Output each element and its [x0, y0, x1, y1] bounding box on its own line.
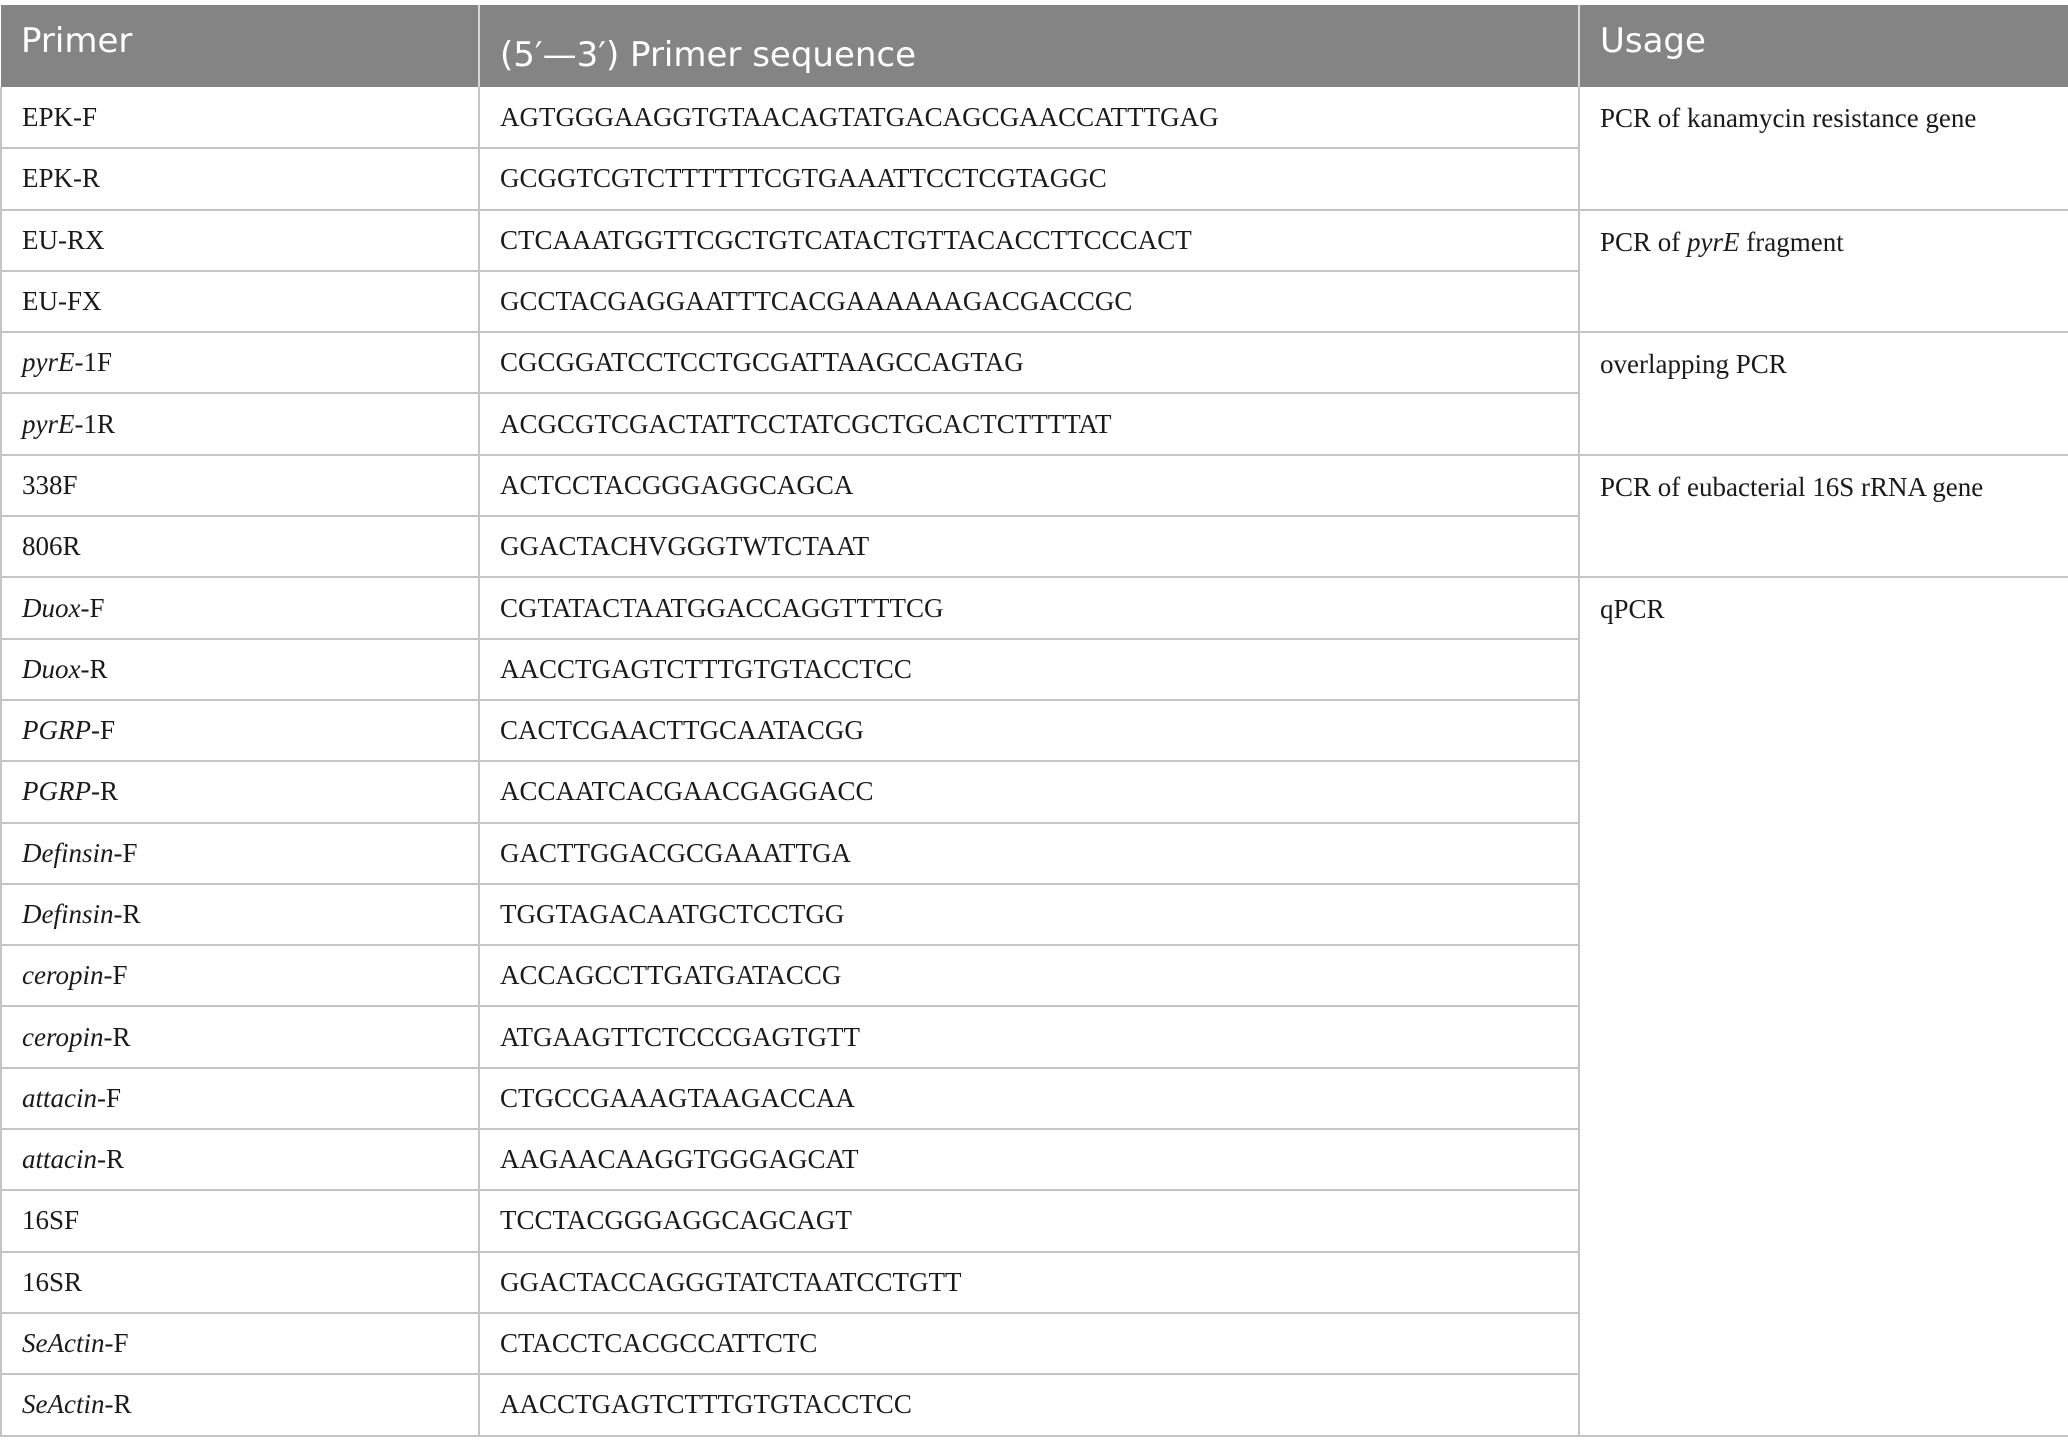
primer-sequence-cell: GCCTACGAGGAATTTCACGAAAAAAGACGACCGC: [479, 271, 1579, 332]
primer-gene-name: pyrE: [22, 408, 75, 439]
primer-sequence-cell: ATGAAGTTCTCCCGAGTGTT: [479, 1006, 1579, 1067]
primer-sequence-cell: CTGCCGAAAGTAAGACCAA: [479, 1068, 1579, 1129]
primer-name-suffix: -R: [97, 1144, 124, 1175]
header-row: [1, 5, 2068, 87]
primer-name-suffix: -F: [104, 1328, 129, 1359]
usage-cell: [1579, 332, 2068, 455]
primer-name-cell: [1, 516, 479, 577]
primer-name-suffix: EPK-F: [22, 101, 98, 132]
primer-sequence-cell: GCGGTCGTCTTTTTTCGTGAAATTCCTCGTAGGC: [479, 148, 1579, 209]
primer-name-suffix: -R: [104, 1389, 132, 1420]
primer-gene-name: Definsin: [22, 837, 114, 868]
primer-name-suffix: 338F: [22, 469, 78, 500]
primer-name-suffix: -R: [113, 899, 141, 929]
primer-gene-name: PGRP: [22, 776, 91, 807]
primer-gene-name: ceropin: [22, 1021, 104, 1052]
primer-name-suffix: -1R: [74, 408, 115, 439]
usage-text-before: overlapping PCR: [1600, 349, 1787, 380]
primer-sequence-cell: ACCAGCCTTGATGATACCG: [479, 945, 1579, 1006]
primer-gene-name: PGRP: [22, 715, 91, 746]
primer-name-suffix: 16SF: [22, 1205, 80, 1236]
primer-name-cell: [1, 393, 479, 454]
usage-cell: [1579, 87, 2068, 210]
primer-sequence-cell: CGTATACTAATGGACCAGGTTTTCG: [479, 577, 1579, 638]
primer-name-cell: [1, 455, 479, 516]
primer-name-cell: [1, 1129, 479, 1190]
primer-name-suffix: -1F: [74, 347, 112, 378]
primer-gene-name: Duox: [22, 592, 81, 623]
table-row: [1, 332, 2068, 393]
table-row: [1, 210, 2068, 271]
table-row: [1, 577, 2068, 638]
primer-sequence-cell: TCCTACGGGAGGCAGCAGT: [479, 1190, 1579, 1251]
primer-name-suffix: -F: [97, 1082, 122, 1113]
primer-name-suffix: -F: [113, 837, 138, 868]
primer-name-suffix: EPK-R: [22, 163, 101, 194]
primer-sequence-cell: CTCAAATGGTTCGCTGTCATACTGTTACACCTTCCCACT: [479, 210, 1579, 271]
primer-name-cell: [1, 1313, 479, 1374]
table-body: [1, 87, 2068, 1436]
primer-name-cell: [1, 332, 479, 393]
primer-gene-name: Duox: [22, 653, 81, 684]
primer-name-cell: [1, 1374, 479, 1435]
primer-name-suffix: -F: [90, 715, 115, 746]
primer-name-cell: [1, 945, 479, 1006]
primer-gene-name: pyrE: [22, 347, 75, 378]
usage-cell: [1579, 577, 2068, 1435]
usage-text-after: fragment: [1739, 226, 1844, 257]
primer-table: [0, 5, 2068, 1437]
primer-gene-name: SeActin: [22, 1328, 105, 1359]
usage-text-before: PCR of eubacterial 16S rRNA gene: [1600, 471, 1984, 502]
primer-name-suffix: EU-FX: [22, 286, 102, 317]
usage-text-before: PCR of kanamycin resistance gene: [1600, 103, 1977, 133]
primer-sequence-cell: AGTGGGAAGGTGTAACAGTATGACAGCGAACCATTTGAG: [479, 87, 1579, 148]
primer-sequence-cell: ACGCGTCGACTATTCCTATCGCTGCACTCTTTTAT: [479, 393, 1579, 454]
primer-name-suffix: 16SR: [22, 1266, 83, 1297]
primer-sequence-cell: AACCTGAGTCTTTGTGTACCTCC: [479, 1374, 1579, 1435]
primer-sequence-cell: GGACTACCAGGGTATCTAATCCTGTT: [479, 1252, 1579, 1313]
primer-name-suffix: 806R: [22, 531, 81, 562]
header-primer: Primer: [1, 5, 479, 87]
usage-cell: [1579, 455, 2068, 578]
primer-name-cell: [1, 87, 479, 148]
table-header: [1, 5, 2068, 87]
table-row: [1, 87, 2068, 148]
primer-name-cell: [1, 639, 479, 700]
header-sequence: (5′—3′) Primer sequence: [479, 5, 1579, 87]
primer-sequence-cell: GGACTACHVGGGTWTCTAAT: [479, 516, 1579, 577]
header-usage: Usage: [1579, 5, 2068, 87]
primer-name-cell: [1, 1068, 479, 1129]
primer-gene-name: ceropin: [22, 960, 104, 991]
primer-name-suffix: -R: [103, 1021, 131, 1052]
primer-name-cell: [1, 1006, 479, 1067]
primer-sequence-cell: TGGTAGACAATGCTCCTGG: [479, 884, 1579, 945]
primer-sequence-cell: AACCTGAGTCTTTGTGTACCTCC: [479, 639, 1579, 700]
primer-sequence-cell: AAGAACAAGGTGGGAGCAT: [479, 1129, 1579, 1190]
primer-name-cell: [1, 884, 479, 945]
table-row: [1, 455, 2068, 516]
primer-name-suffix: -R: [90, 776, 118, 807]
usage-text-before: PCR of: [1600, 226, 1688, 257]
usage-cell: [1579, 210, 2068, 333]
primer-name-cell: [1, 271, 479, 332]
primer-name-cell: [1, 761, 479, 822]
primer-name-cell: [1, 210, 479, 271]
primer-name-cell: [1, 700, 479, 761]
primer-gene-name: SeActin: [22, 1389, 105, 1420]
primer-gene-name: Definsin: [22, 899, 114, 929]
primer-name-suffix: EU-RX: [22, 224, 105, 255]
primer-gene-name: attacin: [22, 1144, 97, 1175]
primer-name-suffix: -F: [80, 592, 105, 623]
primer-sequence-cell: CACTCGAACTTGCAATACGG: [479, 700, 1579, 761]
primer-name-suffix: -R: [80, 653, 108, 684]
primer-sequence-cell: CTACCTCACGCCATTCTC: [479, 1313, 1579, 1374]
primer-sequence-cell: GACTTGGACGCGAAATTGA: [479, 823, 1579, 884]
primer-name-cell: [1, 1190, 479, 1251]
primer-name-cell: [1, 823, 479, 884]
usage-text-gene: pyrE: [1687, 226, 1740, 257]
primer-sequence-cell: CGCGGATCCTCCTGCGATTAAGCCAGTAG: [479, 332, 1579, 393]
primer-name-cell: [1, 1252, 479, 1313]
primer-name-suffix: -F: [103, 960, 128, 991]
usage-text-before: qPCR: [1600, 594, 1665, 625]
primer-name-cell: [1, 148, 479, 209]
primer-gene-name: attacin: [22, 1082, 97, 1113]
primer-name-cell: [1, 577, 479, 638]
primer-sequence-cell: ACCAATCACGAACGAGGACC: [479, 761, 1579, 822]
primer-sequence-cell: ACTCCTACGGGAGGCAGCA: [479, 455, 1579, 516]
